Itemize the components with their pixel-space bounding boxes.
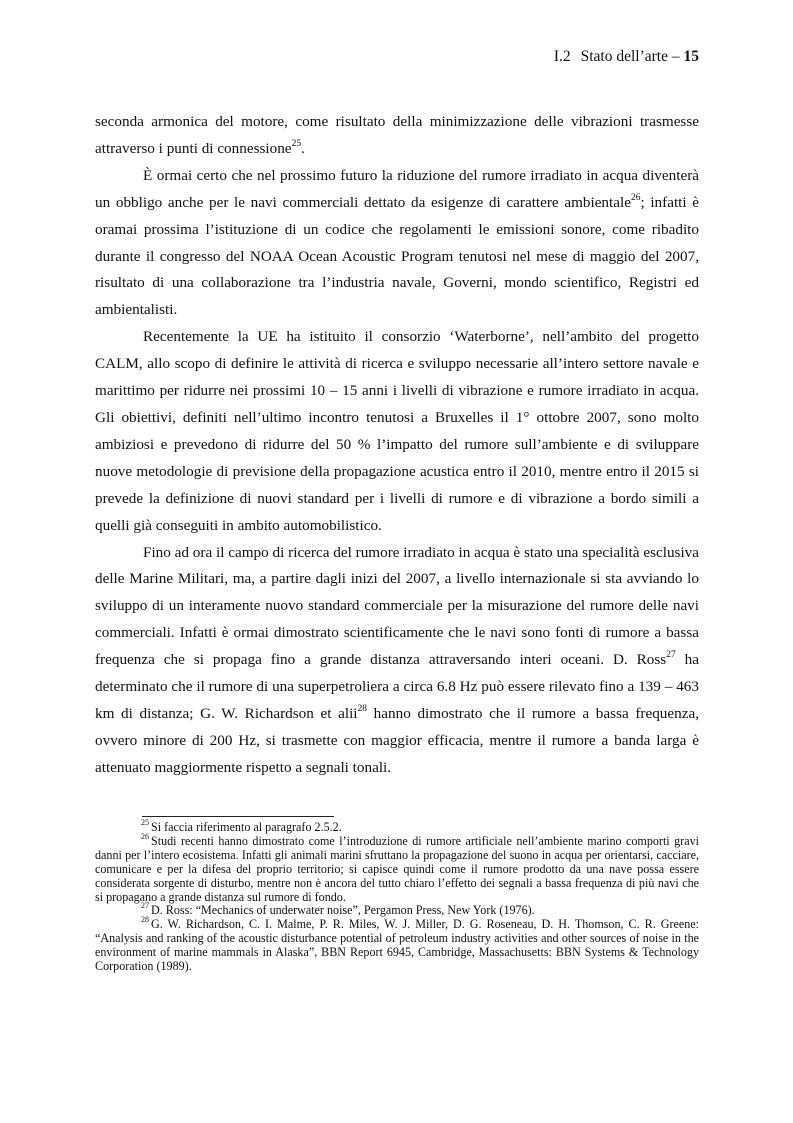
footnote-number: 26 bbox=[141, 831, 149, 841]
footnote-number: 28 bbox=[141, 915, 149, 925]
paragraph-text: ; infatti è oramai prossima l’istituzione di un codice che regolamenti le emissioni sonore, come ribadito durante il congresso del NOAA Ocean Acoustic Program tenutosi nel mese di maggio del 2007, risultato di una collaborazione tra l’industria navale, Governi, mondo scientifico, Registri ed ambientalisti. bbox=[95, 193, 700, 319]
paragraph-text: È ormai certo che nel prossimo futuro la riduzione del rumore irradiato in acqua diventerà un obbligo anche per le navi commerciali dettato da esigenze di carattere ambientale bbox=[95, 166, 699, 211]
paragraph-text: ha determinato che il rumore di una superpetroliera a circa 6.8 Hz può essere rilevato fino a 139 – 463 km di distanza; G. W. Richardson et alii bbox=[95, 651, 699, 722]
footnote-26 bbox=[95, 831, 699, 905]
footnote-ref-25[interactable]: 25 bbox=[291, 138, 302, 149]
footnote-text: Studi recenti hanno dimostrato come l’introduzione di rumore artificiale nell’ambiente marino comporti gravi danni per l’intero ecosistema. Infatti gli animali marini sfruttano la propagazione del suono in acqua per orientarsi, cacciare, comunicare e per la difesa del proprio territorio; si capisce quindi come il rumore prodotto da una nave possa essere considerata sorgente di disturbo, mentre non è ancora del tutto chiaro l’effetto dei segnali a bassa frequenza di più navi che si propagano a grande distanza sul rumore di fondo. bbox=[95, 833, 699, 904]
footnotes bbox=[95, 817, 699, 974]
footnote-text: G. W. Richardson, C. I. Malme, P. R. Miles, W. J. Miller, D. G. Roseneau, D. H. Thomson, C. R. Greene: “Analysis and ranking of the acoustic disturbance potential of petroleum industry activities and other sources of noise in the environment of marine mammals in Alaska”, BBN Report 6945, Cambridge, Massachusetts: BBN Systems & Technology Corporation (1989). bbox=[95, 917, 699, 974]
footnote-separator bbox=[142, 816, 334, 817]
running-header bbox=[554, 48, 699, 66]
paragraph-text: . bbox=[301, 139, 305, 157]
section-number: I.2 bbox=[553, 48, 571, 65]
footnote-text: D. Ross: “Mechanics of underwater noise”, Pergamon Press, New York (1976). bbox=[151, 903, 535, 918]
paragraph-text: Fino ad ora il campo di ricerca del rumore irradiato in acqua è stato una specialità esclusiva delle Marine Militari, ma, a partire dagli inizi del 2007, a livello internazionale si sta avviando lo sviluppo di un interamente nuovo standard commerciale per la misurazione del rumore delle navi commerciali. Infatti è ormai dimostrato scientificamente che le navi sono fonti di rumore a bassa frequenza che si propaga fino a grande distanza attraversando interi oceani. D. Ross bbox=[95, 543, 699, 669]
paragraph-2 bbox=[95, 163, 699, 324]
footnote-ref-27[interactable]: 27 bbox=[666, 650, 676, 661]
footnote-number: 25 bbox=[141, 817, 149, 827]
footnote-ref-28[interactable]: 28 bbox=[357, 703, 368, 714]
footnote-27 bbox=[95, 901, 699, 918]
footnote-number: 27 bbox=[141, 901, 149, 911]
footnote-25 bbox=[95, 817, 699, 835]
paragraph-3: Recentemente la UE ha istituito il consorzio ‘Waterborne’, nell’ambito del progetto CALM, allo scopo di definire le attività di ricerca e sviluppo necessarie all’intero settore navale e marittimo per ridurre nei prossimi 10 – 15 anni i livelli di vibrazione e rumore irradiato in acqua. Gli obiettivi, definiti nell’ultimo incontro tenutosi a Bruxelles il 1° ottobre 2007, sono molto ambiziosi e prevedono di ridurre del 50 % l’impatto del rumore sull’ambiente e di sviluppare nuove metodologie di previsione della propagazione acustica entro il 2010, mentre entro il 2015 si prevede la definizione di nuovi standard per i livelli di rumore e di vibrazione a bordo simili a quelli già conseguiti in ambito automobilistico. bbox=[95, 328, 699, 534]
paragraph-text: hanno dimostrato che il rumore a bassa frequenza, ovvero minore di 200 Hz, si trasmette con maggior efficacia, mentre il rumore a banda larga è attenuato maggiormente rispetto a segnali tonali. bbox=[95, 704, 699, 776]
section-title: Stato dell’arte bbox=[580, 48, 668, 65]
footnote-28 bbox=[95, 915, 699, 974]
footnote-ref-26[interactable]: 26 bbox=[630, 192, 641, 203]
header-dash: – bbox=[671, 48, 680, 65]
body-text bbox=[95, 109, 699, 782]
footnote-text: Si faccia riferimento al paragrafo 2.5.2. bbox=[151, 820, 342, 834]
paragraph-1 bbox=[95, 109, 699, 163]
paragraph-text: seconda armonica del motore, come risultato della minimizzazione delle vibrazioni trasmesse attraverso i punti di connessione bbox=[95, 113, 699, 157]
page-number: 15 bbox=[683, 48, 699, 65]
paragraph-4 bbox=[95, 540, 699, 782]
